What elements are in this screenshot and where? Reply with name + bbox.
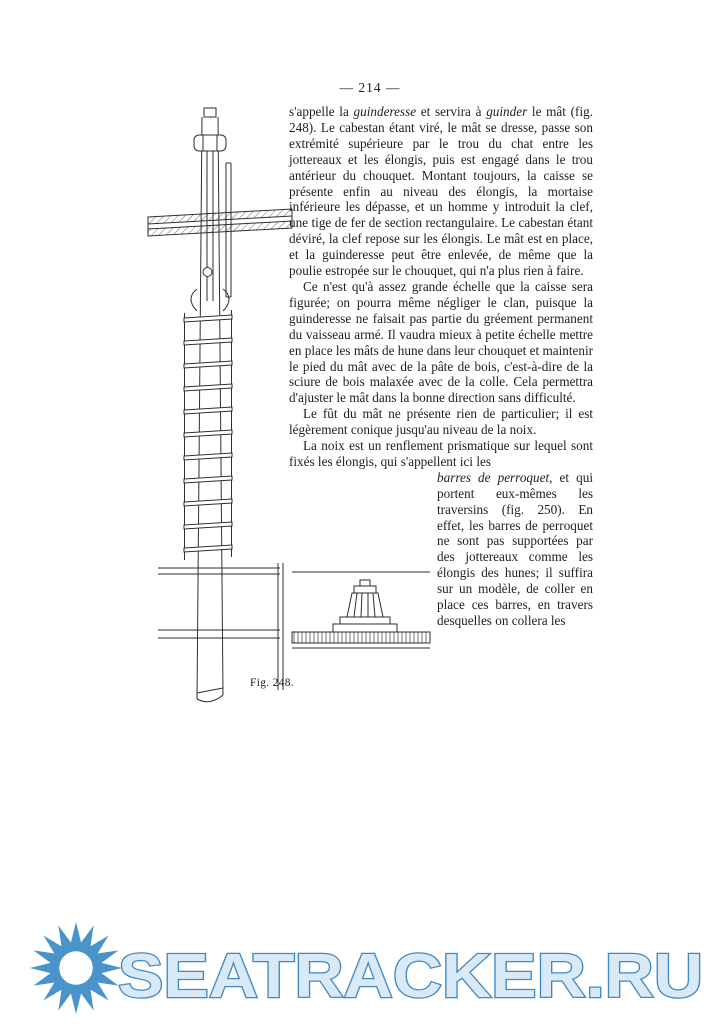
inset-figure-spacer bbox=[289, 470, 437, 650]
watermark-text: SEATRACKER.RU bbox=[118, 942, 703, 1011]
paragraph-3: Le fût du mât ne présente rien de particulier; il est légèrement conique jusqu'au niveau de la noix. bbox=[289, 406, 593, 438]
paragraph-1: s'appelle la guinderesse et servira à guinder le mât (fig. 248). Le cabestan étant viré, le mât se dresse, passe son extrémité supérieure par le trou du chat entre les jottereaux et les élongis, puis est engagé dans le trou antérieur du chouquet. Montant toujours, la caisse se présente enfin au niveau des élongis, la mortaise inférieure les dépasse, et un homme y introduit la clef, une tige de fer de section rectangulaire. Le cabestan étant déviré, la clef repose sur les élongis. Le mât est en place, et la guinderesse peut être enlevée, de même que la poulie estropée sur le chouquet, qui n'a plus rien à faire. bbox=[289, 104, 593, 279]
paragraph-2: Ce n'est qu'à assez grande échelle que la caisse sera figurée; on pourra même négliger le clan, puisque la guinderesse ne faisait pas partie du gréement permanent du vaisseau armé. Il vaudra mieux à petite échelle mettre en place les mâts de hune dans leur chouquet et maintenir le pied du mât avec de la pâte de bois, c'est-à-dire de la sciure de bois malaxée avec de la colle. Cela permettra d'ajuster le mât dans la bonne direction sans difficulté. bbox=[289, 278, 593, 406]
figure-caption: Fig. 248. bbox=[250, 677, 294, 689]
sun-center bbox=[58, 950, 94, 986]
paragraph-4-wide: La noix est un renflement prismatique sur lequel sont fixés les élongis, qui s'appellent ici les bbox=[289, 438, 593, 469]
deck-lines bbox=[158, 563, 283, 690]
sheave-hole bbox=[203, 268, 212, 277]
page-number: — 214 — bbox=[339, 80, 401, 95]
crosstrees bbox=[148, 209, 292, 236]
chouquet bbox=[194, 135, 226, 151]
watermark bbox=[18, 918, 710, 1020]
mast-tenon bbox=[204, 108, 216, 117]
body-text-column bbox=[289, 104, 593, 650]
paragraph-4-narrow: barres de perroquet, et qui portent eux-mêmes les traversins (fig. 250). En effet, les barres de perroquet ne sont pas supportées par des jottereaux comme les élongis des hunes; il suffira sur un modèle, de coller en place ces barres, en travers desquelles on collera les bbox=[437, 469, 593, 628]
mast-hoops bbox=[184, 310, 232, 560]
